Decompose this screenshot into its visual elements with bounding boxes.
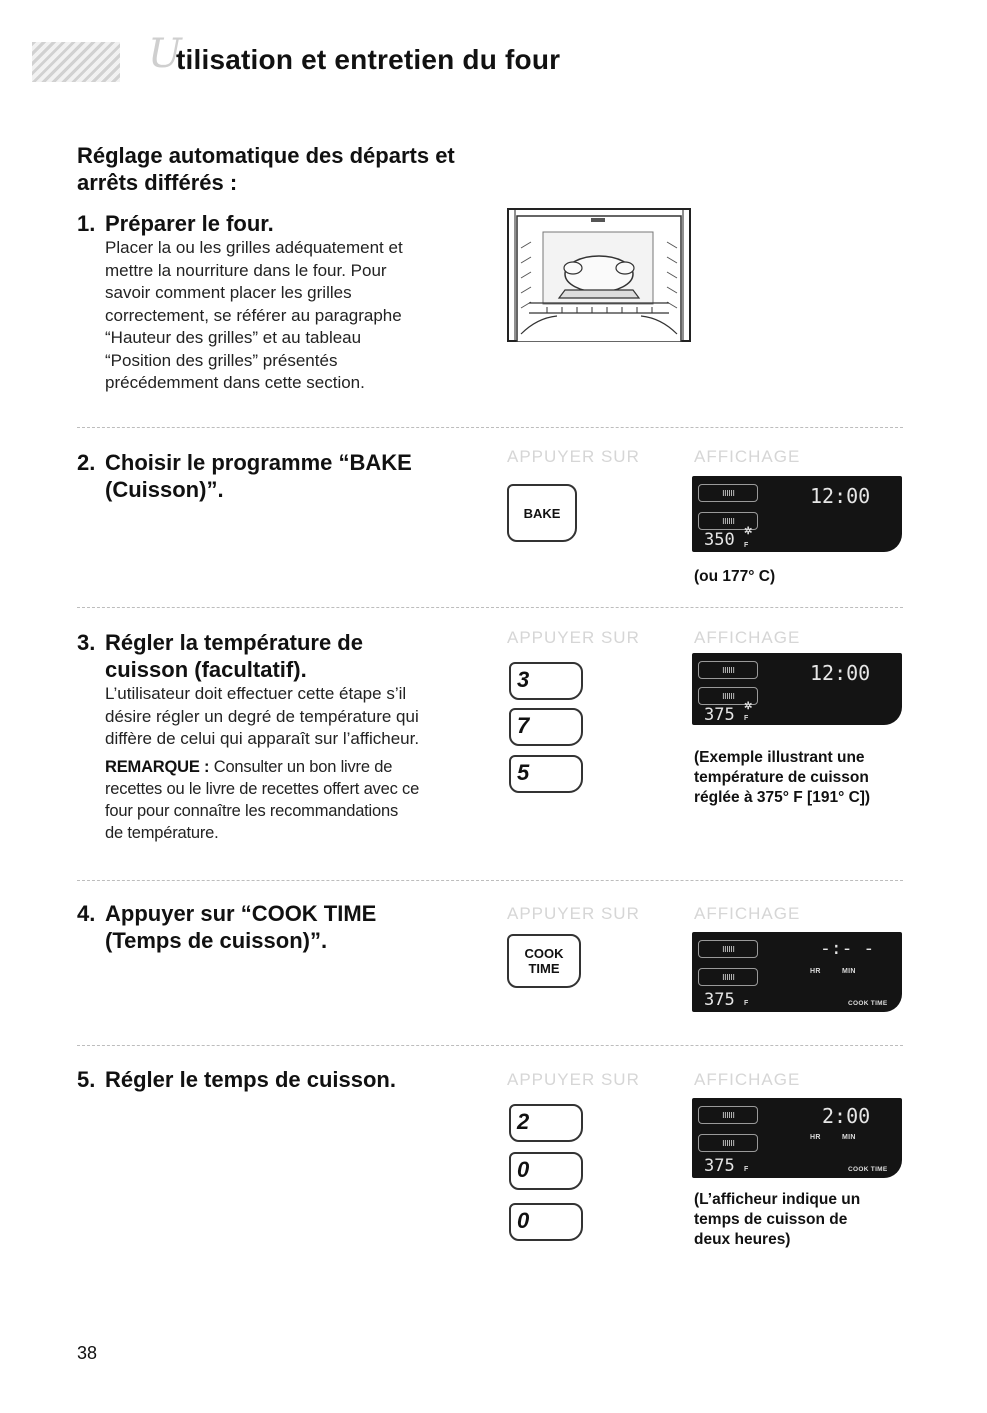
key-label: 2 xyxy=(517,1109,530,1134)
key-0-button[interactable] xyxy=(509,1203,583,1241)
bake-button-label: BAKE xyxy=(523,505,561,521)
display-unit: F xyxy=(744,1166,749,1173)
caption-line: deux heures) xyxy=(694,1231,791,1248)
key-2-button[interactable] xyxy=(509,1104,583,1142)
step1-body-line: savoir comment placer les grilles xyxy=(105,283,352,302)
step3-body-line: L’utilisateur doit effectuer cette étape s’il xyxy=(105,684,407,703)
header-initial-letter: U xyxy=(148,31,182,77)
step1-title xyxy=(77,210,274,237)
step1-body-line: “Position des grilles” présentés xyxy=(105,350,338,370)
divider xyxy=(77,1045,903,1046)
display-column-header: AFFICHAGE xyxy=(694,1070,801,1089)
oven-status-indicator: ıııııı xyxy=(698,484,758,502)
step1-title-text: Préparer le four. xyxy=(105,211,274,236)
step1-body-line: précédemment dans cette section. xyxy=(105,373,365,392)
key-label: 0 xyxy=(517,1208,530,1233)
oven-status-indicator: ıııııı xyxy=(698,1134,758,1152)
step2-title-line: Choisir le programme “BAKE xyxy=(105,450,412,475)
cook-time-button[interactable] xyxy=(507,934,581,988)
key-label: 7 xyxy=(517,713,530,738)
step2-number: 2. xyxy=(77,450,96,475)
display-time: 12:00 xyxy=(810,661,871,685)
oven-display-step5 xyxy=(692,1098,902,1178)
note-label: REMARQUE : xyxy=(105,758,210,776)
cook-time-button-label xyxy=(525,946,564,976)
key-5-button[interactable] xyxy=(509,755,583,793)
cook-time-label-line: TIME xyxy=(528,961,560,976)
step5-title-text: Régler le temps de cuisson. xyxy=(105,1067,396,1092)
divider xyxy=(77,607,903,608)
display-column-header: AFFICHAGE xyxy=(694,904,801,923)
oven-status-indicator: ıııııı xyxy=(698,661,758,679)
step4-number: 4. xyxy=(77,901,96,926)
step4-title-line: (Temps de cuisson)”. xyxy=(105,928,328,953)
oven-status-indicator: ıııııı xyxy=(698,512,758,530)
step1-body-line: correctement, se référer au paragraphe xyxy=(105,305,402,325)
step2-caption: (ou 177° C) xyxy=(694,568,776,585)
display-temp: 375 xyxy=(704,705,735,725)
display-cook-time-label: COOK TIME xyxy=(848,1166,888,1173)
step1-body-line: mettre la nourriture dans le four. Pour xyxy=(105,260,387,280)
step1-body-line: Placer la ou les grilles adéquatement et xyxy=(105,238,403,257)
caption-line: réglée à 375° F [191° C]) xyxy=(694,789,871,806)
oven-status-indicator: ıııııı xyxy=(698,940,758,958)
display-column-header: AFFICHAGE xyxy=(694,628,801,647)
display-unit: F xyxy=(744,715,749,722)
display-hr-label: HR xyxy=(810,968,821,975)
step5-number: 5. xyxy=(77,1067,96,1092)
display-time: 2:00 xyxy=(822,1104,871,1128)
step1-number: 1. xyxy=(77,211,96,236)
display-min-label: MIN xyxy=(842,968,856,975)
note-line: recettes ou le livre de recettes offert avec ce xyxy=(105,780,420,798)
step5-title xyxy=(77,1066,396,1093)
oven-display-step2 xyxy=(692,476,902,552)
oven-display-step3 xyxy=(692,653,902,725)
step2-title xyxy=(77,449,412,503)
step2-title-line: (Cuisson)”. xyxy=(105,477,224,502)
step4-title-line: Appuyer sur “COOK TIME xyxy=(105,901,377,926)
display-column-header: AFFICHAGE xyxy=(694,447,801,466)
display-unit: F xyxy=(744,542,749,549)
oven-status-indicator: ıııııı xyxy=(698,687,758,705)
cook-time-label-line: COOK xyxy=(524,946,564,961)
key-label: 3 xyxy=(517,667,530,692)
oven-status-indicator: ıııııı xyxy=(698,1106,758,1124)
divider xyxy=(77,880,903,881)
heat-icon: ✲ xyxy=(744,526,753,537)
step1-body-line: “Hauteur des grilles” et au tableau xyxy=(105,328,362,347)
step1-body xyxy=(105,237,495,395)
display-min-label: MIN xyxy=(842,1134,856,1141)
key-0-button[interactable] xyxy=(509,1152,583,1190)
display-time: -:- - xyxy=(820,938,875,959)
display-hr-label: HR xyxy=(810,1134,821,1141)
caption-line: (L’afficheur indique un xyxy=(694,1191,861,1208)
display-temp: 375 xyxy=(704,1156,735,1176)
step4-title xyxy=(77,900,376,954)
step3-title-line: Régler la température de xyxy=(105,630,363,655)
oven-illustration xyxy=(507,208,691,342)
step3-body-line: désire régler un degré de température qui xyxy=(105,706,419,726)
step3-body xyxy=(105,683,495,751)
bake-button[interactable] xyxy=(507,484,577,542)
oven-display-step4 xyxy=(692,932,902,1012)
step5-caption xyxy=(694,1190,860,1250)
key-label: 0 xyxy=(517,1157,530,1182)
press-column-header: APPUYER SUR xyxy=(507,1070,640,1089)
display-temp: 375 xyxy=(704,990,735,1010)
note-line: four pour connaître les recommandations xyxy=(105,802,399,820)
step3-title xyxy=(77,629,363,683)
display-time: 12:00 xyxy=(810,484,871,508)
step3-title-line: cuisson (facultatif). xyxy=(105,657,307,682)
display-temp: 350 xyxy=(704,530,735,550)
oven-status-indicator: ıııııı xyxy=(698,968,758,986)
press-column-header: APPUYER SUR xyxy=(507,628,640,647)
key-label: 5 xyxy=(517,760,530,785)
caption-line: température de cuisson xyxy=(694,769,869,786)
display-cook-time-label: COOK TIME xyxy=(848,1000,888,1007)
note-line: de température. xyxy=(105,824,219,842)
key-7-button[interactable] xyxy=(509,708,583,746)
key-3-button[interactable] xyxy=(509,662,583,700)
note-line: Consulter un bon livre de xyxy=(209,758,393,776)
caption-line: temps de cuisson de xyxy=(694,1211,848,1228)
caption-line: (Exemple illustrant une xyxy=(694,749,865,766)
step3-note xyxy=(105,756,495,844)
page-title: tilisation et entretien du four xyxy=(176,44,561,75)
page-number: 38 xyxy=(77,1343,98,1363)
divider xyxy=(77,427,903,428)
press-column-header: APPUYER SUR xyxy=(507,904,640,923)
press-column-header: APPUYER SUR xyxy=(507,447,640,466)
display-unit: F xyxy=(744,1000,749,1007)
header-decoration xyxy=(32,42,120,82)
step3-number: 3. xyxy=(77,630,96,655)
step3-body-line: diffère de celui qui apparaît sur l’afficheur. xyxy=(105,729,420,748)
step3-caption xyxy=(694,748,870,808)
section-title: Réglage automatique des départs et arrêts différés : xyxy=(77,143,455,195)
heat-icon: ✲ xyxy=(744,701,753,712)
